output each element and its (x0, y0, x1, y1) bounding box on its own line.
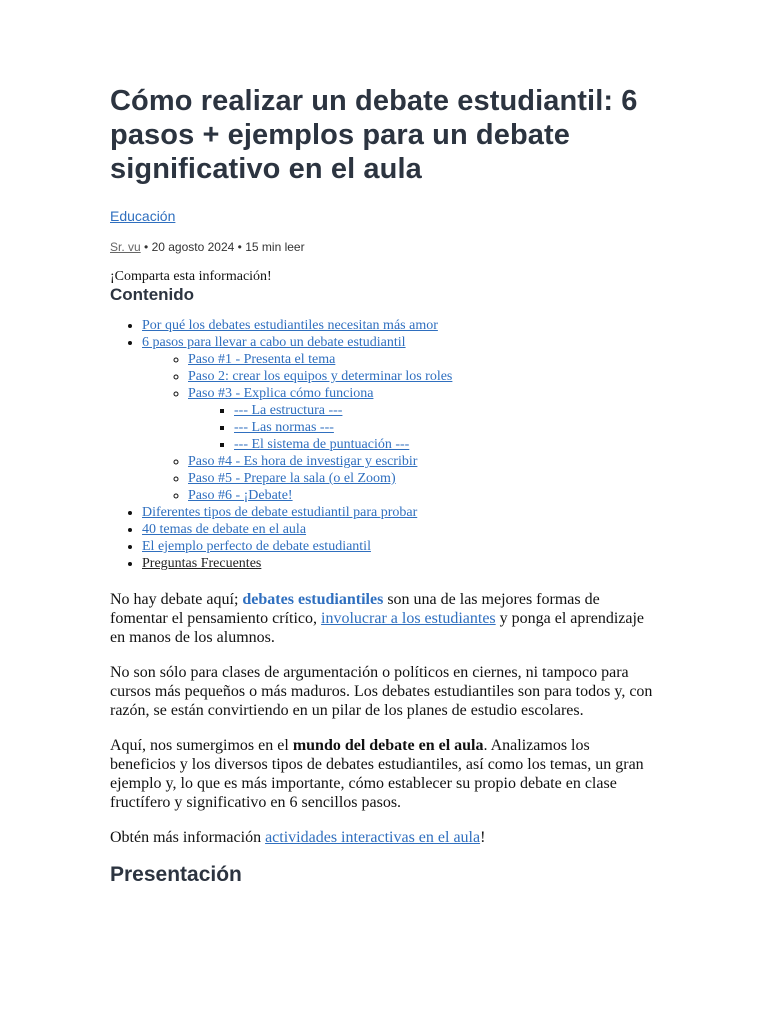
toc-item (142, 334, 660, 504)
toc-item (188, 351, 660, 368)
toc-item (188, 368, 660, 385)
interactive-activities-link[interactable]: actividades interactivas en el aula (265, 829, 481, 846)
table-of-contents (110, 317, 660, 572)
toc-item (188, 487, 660, 504)
toc-title: Contenido (110, 285, 195, 304)
paragraph: No son sólo para clases de argumentación o políticos en ciernes, ni tampoco para cursos más pequeños o más maduros. Los debates estudiantiles son para todos y, con razón, se están convirtiendo en un pilar de los planes de estudio escolares. (110, 664, 653, 719)
toc-item (142, 504, 660, 521)
toc-link[interactable]: Paso #5 - Prepare la sala (o el Zoom) (188, 471, 396, 486)
text-run: . Analizamos los beneficios y los diversos tipos de debates estudiantiles, así como los temas, un gran ejemplo y, lo que es más importante, cómo establecer su propio debate en clase fructífero y significativo en 6 sencillos pasos. (110, 737, 644, 811)
toc-item (234, 419, 660, 436)
toc-link[interactable]: --- La estructura --- (234, 403, 343, 418)
bold-text: mundo del debate en el aula (292, 737, 484, 754)
toc-link[interactable]: Por qué los debates estudiantiles necesitan más amor (142, 318, 438, 333)
toc-link[interactable]: Diferentes tipos de debate estudiantil para probar (142, 505, 418, 520)
toc-link[interactable]: El ejemplo perfecto de debate estudiantil (142, 539, 371, 554)
toc-link[interactable]: Paso #6 - ¡Debate! (188, 488, 293, 503)
toc-item (234, 402, 660, 419)
toc-item (142, 555, 660, 572)
paragraph (110, 736, 658, 812)
toc-sublist (142, 351, 660, 504)
toc-item (188, 385, 660, 453)
engage-students-link[interactable]: involucrar a los estudiantes (321, 610, 496, 627)
paragraph (110, 828, 658, 847)
meta-separator: • (144, 240, 149, 254)
text-run: y ponga el aprendizaje en manos de los alumnos. (110, 610, 645, 646)
toc-link[interactable]: Paso 2: crear los equipos y determinar los roles (188, 369, 453, 384)
author-link[interactable]: Sr. vu (110, 240, 141, 254)
meta-separator: • (237, 240, 242, 254)
toc-link[interactable]: Paso #4 - Es hora de investigar y escribir (188, 454, 418, 469)
intro-paragraph (110, 590, 658, 647)
toc-sublist (188, 402, 660, 453)
toc-item (142, 317, 660, 334)
toc-link[interactable]: 40 temas de debate en el aula (142, 522, 307, 537)
debates-link[interactable]: debates estudiantiles (242, 591, 384, 608)
toc-link[interactable]: --- Las normas --- (234, 420, 334, 435)
toc-link[interactable]: Preguntas Frecuentes (142, 556, 262, 571)
text-run: Obtén más información (110, 829, 266, 846)
text-run: No hay debate aquí; (110, 591, 243, 608)
publish-date: 20 agosto 2024 (151, 240, 235, 254)
toc-link[interactable]: Paso #3 - Explica cómo funciona (188, 386, 374, 401)
toc-item (234, 436, 660, 453)
toc-link[interactable]: --- El sistema de puntuación --- (234, 437, 410, 452)
toc-link[interactable]: Paso #1 - Presenta el tema (188, 352, 336, 367)
toc-item (142, 538, 660, 555)
toc-item (188, 470, 660, 487)
category-link[interactable]: Educación (110, 208, 176, 224)
toc-item (142, 521, 660, 538)
text-run: ! (480, 829, 486, 846)
article-meta (110, 240, 660, 254)
text-run: son una de las mejores formas de fomentar el pensamiento crítico, (110, 591, 600, 627)
toc-item (188, 453, 660, 470)
read-time: 15 min leer (245, 240, 305, 254)
article-title: Cómo realizar un debate estudiantil: 6 pasos + ejemplos para un debate significativo en el aula (110, 85, 638, 185)
share-text: ¡Comparta esta información! (110, 269, 272, 284)
section-heading: Presentación (110, 863, 242, 886)
text-run: Aquí, nos sumergimos en el (110, 737, 293, 754)
category (110, 208, 660, 224)
toc-link[interactable]: 6 pasos para llevar a cabo un debate estudiantil (142, 335, 406, 350)
